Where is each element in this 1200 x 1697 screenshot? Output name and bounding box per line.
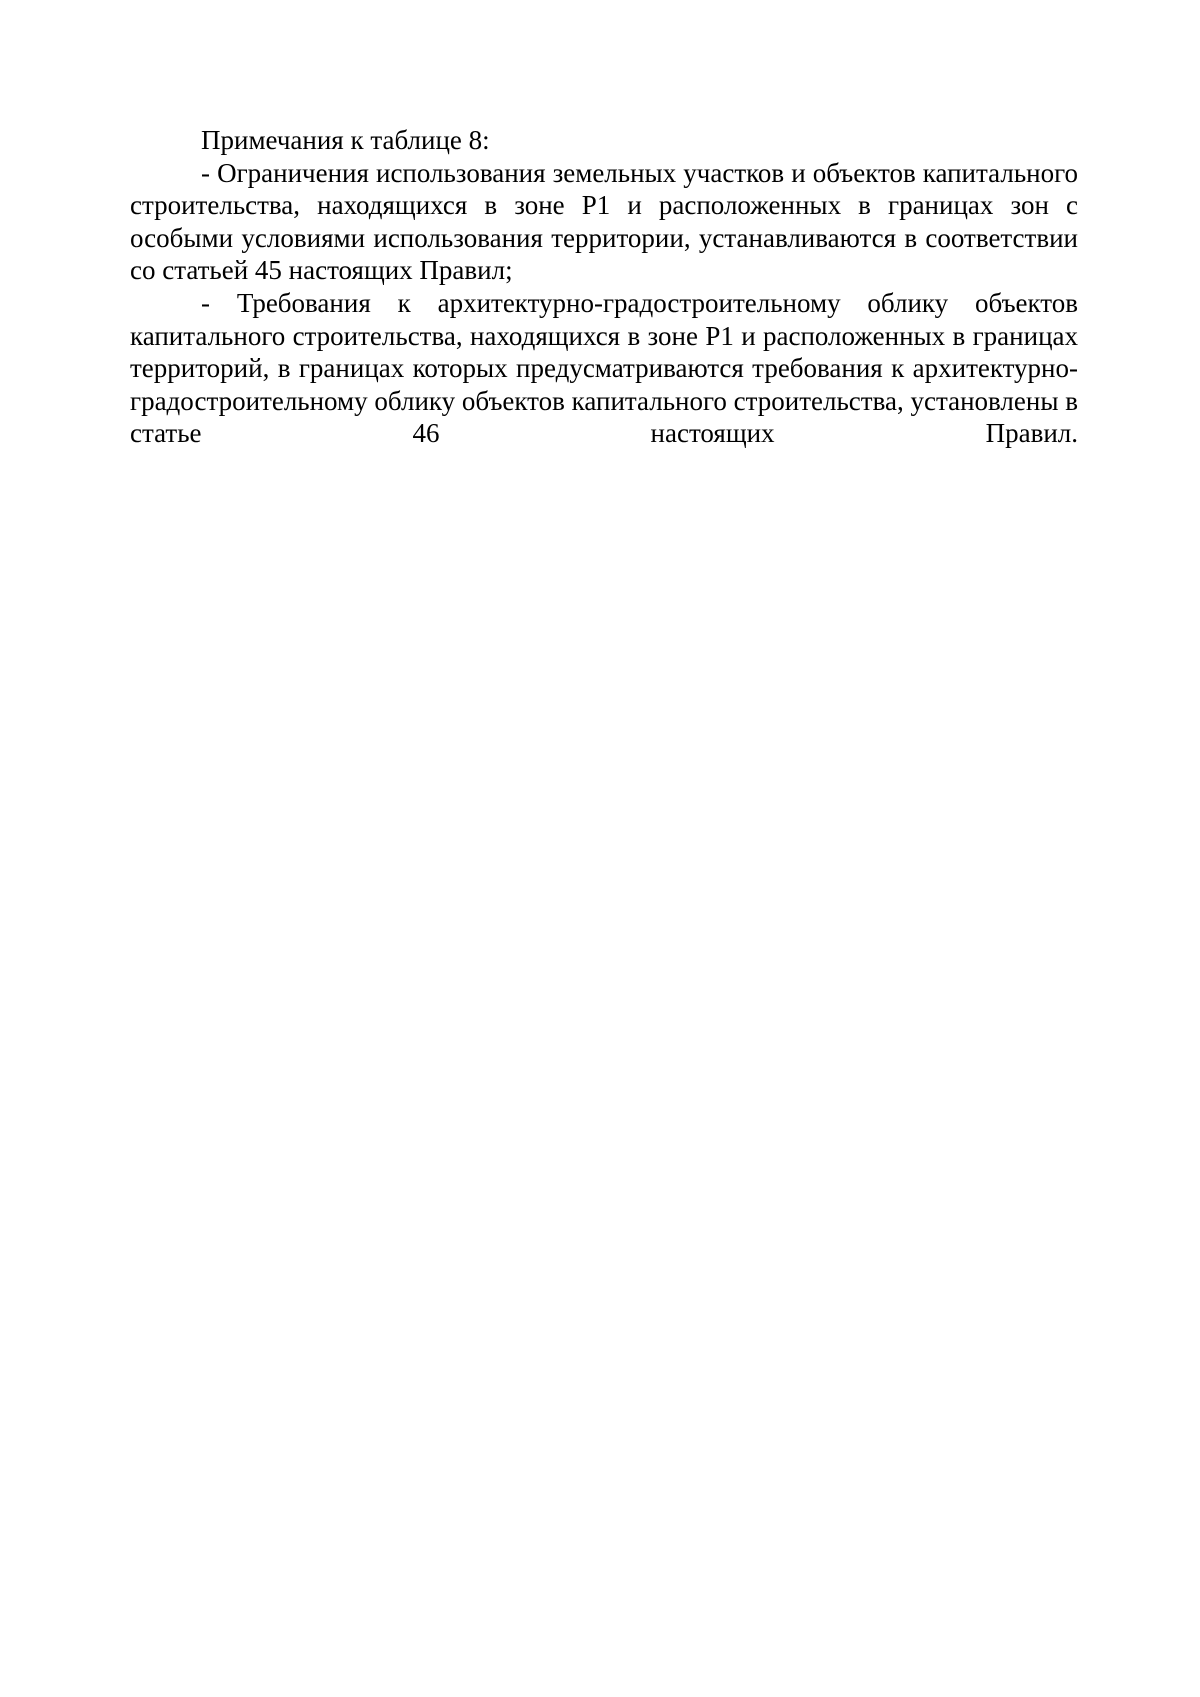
note-paragraph-requirements: - Требования к архитектурно-градостроительному облику объектов капитального строительства, находящихся в зоне Р1 и расположенных в границах территорий, в границах которых предусматриваются требования к архитектурно-градостроительному облику объектов капитального строительства, установлены в статье 46 настоящих Правил. <box>130 287 1078 449</box>
notes-block <box>130 124 1078 450</box>
notes-heading: Примечания к таблице 8: <box>201 125 490 155</box>
note-paragraph-restrictions: - Ограничения использования земельных участков и объектов капитального строительства, находящихся в зоне Р1 и расположенных в границах зон с особыми условиями использования территории, устанавливаются в соответствии со статьей 45 настоящих Правил; <box>130 157 1078 286</box>
